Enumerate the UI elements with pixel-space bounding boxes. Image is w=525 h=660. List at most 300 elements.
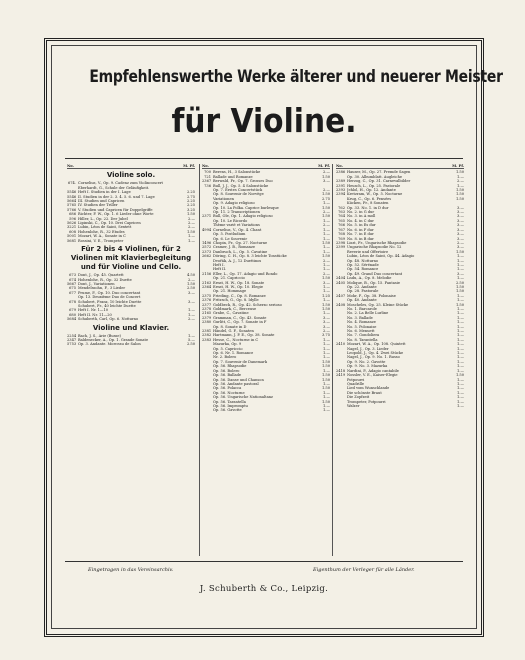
entry-title: Cornelius, V., Op. 4. Chant [213, 227, 262, 232]
entry-title: No. 1. Barcarole [347, 307, 377, 311]
catalog-entry [202, 408, 330, 412]
entry-price: 3.— [456, 227, 464, 232]
entry-price: 1.— [322, 227, 330, 232]
entry-title: Nagel, J., Op. 3. Lieder [347, 346, 389, 351]
entry-title: Bull, Ole, Op. 1. Adagio religioso [213, 214, 273, 219]
entry-title: Op. 56. Rhapsodie [213, 364, 247, 369]
entry-title: No. 6. Menuett [347, 329, 375, 334]
entry-title: Baldenecker, A., Op. 1. Grande Sonate [78, 337, 149, 342]
entry-price: 5.— [187, 337, 195, 342]
heading-line-2: für Violine. [171, 101, 357, 140]
entry-price: 3.— [322, 320, 330, 325]
entry-price: 1.50 [455, 289, 464, 294]
entry-price: 2.— [322, 188, 330, 193]
entry-title: Op. 52. Sérénade [347, 262, 379, 267]
section-list [67, 334, 195, 347]
entry-title: Hauser, M., Op. 27. Fremde Sagen [347, 170, 411, 175]
entry-price: 1.— [456, 390, 464, 395]
entry-price: 1.— [322, 355, 330, 360]
entry-price: 1.— [322, 351, 330, 356]
entry-price: 1.— [456, 267, 464, 272]
entry-title: Mozart, W. A., Sonate in C [78, 234, 126, 239]
entry-title: Op. 6. Nr. 1. Romance [213, 351, 254, 356]
entry-title: Die schönste Braut [347, 390, 382, 395]
entry-price: 3.— [456, 205, 464, 210]
entry-price: 1.— [322, 289, 330, 294]
entry-number: 2399 [336, 245, 346, 250]
entry-price: 3.— [187, 290, 195, 295]
entry-title: No. 8. Tarantella [347, 337, 378, 342]
entry-number: 608 [69, 229, 76, 234]
entry-price: 1.— [322, 395, 330, 400]
entry-price: 1.— [322, 346, 330, 351]
entry-title: Schubert, Fr., 40 leichte Duette [78, 303, 136, 308]
entry-number: 673 [69, 273, 76, 278]
entry-price: 2.25 [186, 199, 195, 204]
entry-number: 2404 [336, 276, 346, 281]
entry-price: 2.— [322, 271, 330, 276]
entry-number: 762 [338, 205, 345, 210]
entry-title: Op. 56. Andante pastoral [213, 381, 259, 386]
entry-price: 1.— [456, 258, 464, 263]
entry-title: No. 3. Ballade [347, 315, 373, 320]
ownership-note: Eigenthum der Verleger für alle Länder. [313, 567, 415, 573]
entry-number: 764 [338, 214, 345, 219]
entry-price: 1.50 [321, 307, 330, 311]
entry-price: 3.25 [186, 207, 195, 212]
entry-title: No. 8. in B dur [347, 236, 374, 241]
entry-title: Op. 54. Romance [347, 267, 379, 272]
entry-price: 1.50 [455, 188, 464, 193]
entry-price: 2.— [322, 329, 330, 334]
entry-title: Döring, C. H., Op. 8. 3 leichte Tonstücke [213, 254, 287, 259]
entry-price: 1.50 [455, 249, 464, 254]
entry-price: 1.50 [455, 192, 464, 197]
entry-title: Op. 33. No. 1. in D dur [347, 205, 389, 210]
entry-title: No. 4. in C dur [347, 218, 374, 223]
header-separator [65, 158, 463, 159]
entry-title: Nardini, P., Adagio cantabile [347, 368, 399, 373]
entry-price: 1.50 [321, 192, 330, 197]
entry-title: Op. 22. Andante [347, 284, 377, 289]
entry-price: 1.50 [321, 399, 330, 404]
entry-price: 3.— [456, 245, 464, 250]
entry-title: Goldbeck, R., Op. 42. Scherzo serioso [213, 302, 282, 307]
entry-price: 1.50 [321, 214, 330, 219]
entry-price: 1.— [187, 238, 195, 243]
entry-number: 677 [69, 290, 76, 295]
entry-number: 5681 [67, 238, 77, 243]
column-divider-2 [332, 164, 333, 556]
entry-title: Op. 9. No. 2. Gavotte [347, 359, 386, 364]
section-title-multi-violins: Für 2 bis 4 Violinen, für 2 Violinen mit Klavierbegleitung und für Violine und Cello. [70, 245, 192, 272]
entry-title: Op. 9. No. 3. Mazurka [347, 364, 388, 369]
entry-price: 1.— [456, 298, 464, 303]
entry-price: 1.— [322, 262, 330, 267]
catalog-entry [67, 317, 195, 321]
entry-number: 2376 [202, 298, 212, 303]
entry-title: Op. 56. Impromptu [213, 403, 248, 408]
entry-number: 2394 [336, 192, 346, 197]
entry-title: Goldmark, C., Berceuse [213, 307, 257, 311]
entry-price: 1.— [322, 249, 330, 254]
entry-price: 3.— [456, 218, 464, 223]
entry-price: 1.— [322, 245, 330, 250]
entry-title: Mohr, F., Op. 38. Polonaise [347, 293, 396, 298]
entry-title: Heft I. [213, 262, 225, 267]
entry-number: 2379 [202, 315, 212, 320]
entry-title: Bach, J. S., Arie (Busse) [78, 333, 121, 338]
entry-price: 2.— [322, 210, 330, 215]
entry-price: 1.— [322, 201, 330, 206]
entry-title: No. 4. Romanze [347, 320, 376, 325]
entry-price: 1.50 [321, 386, 330, 391]
entry-price: 1.50 [455, 373, 464, 378]
entry-title: Krug, C., Op. 6. Pensées [347, 196, 392, 201]
entry-price: 1.— [322, 381, 330, 386]
entry-number: 3221 [67, 225, 77, 230]
column-header [336, 164, 464, 169]
entry-title: Heft II. Nr. 11—20 [78, 312, 112, 317]
entry-title: Op. 56. Bolero [213, 368, 240, 373]
entry-price: 1.— [456, 293, 464, 298]
entry-number: 767 [338, 227, 345, 232]
entry-number: 686 [69, 212, 76, 217]
entry-title: Ungarische Rhapsodie No. 12 [347, 245, 402, 250]
entry-price: 1.— [322, 298, 330, 303]
entry-price: 2.75 [186, 194, 195, 199]
entry-price: 1.— [456, 342, 464, 347]
entry-title: Op. 56. Danse und Chanson [213, 377, 264, 382]
entry-title: Cramer, J. B., Romanze [213, 245, 256, 250]
entry-price: 1.— [322, 337, 330, 342]
entry-price: 1.— [322, 236, 330, 241]
entry-title: No. 7. in E dur [347, 232, 374, 237]
entry-price: 1.— [456, 333, 464, 338]
entry-price: 1.— [322, 232, 330, 237]
entry-title: Hiller, L., Op. 22. Der Jubel [78, 216, 128, 221]
entry-price: 1.— [187, 312, 195, 317]
entry-number: 5546 [67, 194, 77, 199]
entry-price: 2.— [322, 223, 330, 228]
entry-price: 2.25 [186, 203, 195, 208]
entry-title: Op. 56. Nocturne [213, 390, 245, 395]
entry-title: Heft I. Nr. 1—10 [78, 308, 109, 313]
entry-title: Op. 13. Deuxième Duo de Concert [78, 295, 141, 300]
entry-number: 2419 [336, 373, 346, 378]
entry-price: 2.— [187, 225, 195, 230]
entry-title: Jehlol, H., Op. 12. Andante [347, 188, 396, 193]
entry-number: 5001 [67, 234, 77, 239]
entry-price: 1.— [322, 408, 330, 413]
entry-price: 1.— [456, 311, 464, 316]
entry-title: Ballade und Romanze [213, 174, 253, 179]
entry-number: 765 [338, 218, 345, 223]
entry-number: 1496 [202, 240, 212, 245]
entry-price: 3.— [456, 232, 464, 237]
entry-price: 1.— [187, 234, 195, 239]
entry-number: 2398 [336, 240, 346, 245]
entry-title: Prume, F., Op. 10. Duo concertant [78, 290, 141, 295]
entry-title: Berwald, Fr., Op. 7. Grosses Duo [213, 179, 273, 184]
entry-number: 721 [204, 174, 211, 179]
entry-price: 1.— [456, 395, 464, 400]
entry-title: Op. 56. Polacca [213, 386, 242, 391]
entry-price: 1.50 [186, 281, 195, 286]
entry-number: 2381 [202, 329, 212, 334]
entry-number: 678 [69, 299, 76, 304]
entry-title: Heusch, L., Op. 25. Pastorale [347, 183, 401, 188]
entry-title: Lubin, Léon de Saint, Op. 44. Adagio [347, 254, 415, 259]
entry-number: 679 [69, 308, 76, 313]
entry-title: Berens, H., 3 Salonstücke [213, 170, 261, 175]
entry-number: 2367 [202, 179, 212, 184]
entry-title: Danbruch, L., Op. 5. Cavatine [213, 249, 268, 254]
entry-price: 1.50 [321, 276, 330, 281]
entry-price: 1.— [456, 381, 464, 386]
catalog-column-3 [336, 164, 464, 556]
section-list [336, 170, 464, 408]
entry-price: 1.50 [455, 196, 464, 201]
col-head-no: No. [336, 164, 343, 168]
entry-price: 1.— [456, 324, 464, 329]
entry-number: 2382 [202, 333, 212, 338]
heading-line-1: Empfehlenswerthe Werke älterer und neuerer Meister [89, 67, 503, 87]
entry-price: 1.— [187, 333, 195, 338]
entry-number: 2405 [336, 280, 346, 285]
entry-title: Ernst, H. W., Op. 10. Elegie [213, 284, 264, 289]
entry-price: 1.— [322, 284, 330, 289]
entry-price: 3.75 [321, 333, 330, 338]
entry-title: Lndu, A., Op. 8. Melodie [347, 276, 392, 281]
entry-title: Dont, J., Op. 45. Quartett [78, 273, 124, 278]
entry-title: Die Zopfzeit [347, 395, 370, 400]
entry-price: 1.— [456, 355, 464, 360]
entry-price: 1.50 [186, 212, 195, 217]
section-title-violin-piano: Violine und Klavier. [92, 323, 170, 332]
entry-title: Gurlitt, C., Op. 7. Sonate in F [213, 320, 267, 325]
entry-number: 2347 [67, 337, 77, 342]
entry-number: 675 [69, 286, 76, 291]
entry-title: Op. 7. Souvenir de Danemark [213, 359, 268, 364]
entry-price: 2.— [322, 170, 330, 175]
entry-title: Herzog, C., Op. 31. Carnevalbilder [347, 179, 411, 184]
catalog-entry [67, 239, 195, 243]
entry-price: 3.— [456, 210, 464, 215]
entry-title: IV. Studien der Triller [78, 203, 118, 208]
entry-price: 2.50 [455, 280, 464, 285]
entry-title: Heft I. Studien in der I. Lage [78, 190, 131, 195]
entry-title: Liszt, Fr., Ungarische Rhapsodie [347, 240, 407, 245]
entry-price: 1.— [322, 218, 330, 223]
entry-number: 5684 [67, 317, 77, 322]
entry-price: 3.— [456, 236, 464, 241]
entry-number: 5766 [67, 207, 77, 212]
entry-title: Eberhardt, G., Schule der Geläufigkeit. [78, 185, 150, 190]
entry-price: 1.50 [455, 284, 464, 289]
entry-number: 680 [69, 312, 76, 317]
col-head-price: M. Pf. [452, 164, 464, 168]
entry-title: Moscheles, Op. 25. Kleine Stücke [347, 302, 409, 307]
entry-price: 1.50 [321, 373, 330, 378]
catalog-column-1 [67, 164, 195, 556]
entry-title: Kücken, Fr., 8 Sonaten [347, 201, 389, 206]
entry-price: 1.50 [455, 302, 464, 307]
entry-title: No. 7. Gondoliera [347, 333, 380, 338]
registration-note: Eingetragen in das Vereinsarchiv. [88, 567, 174, 573]
entry-price: 2.25 [186, 190, 195, 195]
entry-number: 5765 [67, 203, 77, 208]
entry-title: Lubin, Léon de Saint, Sextett [78, 225, 132, 230]
entry-price: 1.— [456, 320, 464, 325]
entry-number: 2377 [202, 302, 212, 307]
entry-title: Op. 3. Andante. Morceau de Salon [78, 342, 141, 347]
entry-title: Ernst, H. W., Op. 18. Sonate [213, 280, 265, 285]
entry-price: 2.— [456, 240, 464, 245]
entry-number: 2364 [202, 284, 212, 289]
entry-number: 2393 [336, 188, 346, 193]
entry-title: Op. 5. Postludium [213, 232, 246, 237]
entry-title: No. 2. La Belle Lurline [347, 311, 389, 316]
entry-price: 1.— [456, 368, 464, 373]
entry-price: 1.— [456, 359, 464, 364]
entry-price: 1.— [456, 183, 464, 188]
entry-title: Trompeter, Potpourri [347, 399, 386, 404]
entry-title: Op. 40. Andante [347, 298, 377, 303]
entry-number: 2254 [67, 333, 77, 338]
entry-title: Frieding, C., Op. 8. Romanze [213, 293, 266, 298]
entry-price: 4.50 [186, 273, 195, 278]
entry-title: Walzer [347, 403, 360, 408]
entry-price: 2.50 [186, 286, 195, 291]
entry-number: 2165 [202, 311, 212, 316]
entry-title: Chopin, Fr., Op. 27. Nocturne [213, 240, 268, 245]
entry-number: 763 [338, 210, 345, 215]
entry-number: 5667 [67, 281, 77, 286]
entry-price: 1.— [456, 254, 464, 259]
entry-title: Op. 28. Pastorale [347, 289, 379, 294]
entry-title: Kretzram, W., Op. 5. Nocturne [347, 192, 403, 197]
entry-title: Op. 56. Gavotte [213, 408, 242, 413]
entry-title: Quadrille [347, 381, 364, 386]
entry-title: No. 2. in G dur [347, 210, 375, 215]
entry-price: 2.— [456, 179, 464, 184]
entry-price: 1.— [322, 342, 330, 347]
entry-title: Hohenlohe, R., Op. 32 Duette [78, 277, 132, 282]
entry-title: Op. 8. Souvenir de Norvège [213, 192, 264, 197]
entry-price: 1.— [322, 403, 330, 408]
entry-title: Op. 56. Ballade [213, 373, 242, 378]
entry-price: 1.— [456, 315, 464, 320]
entry-title: Lied vom Wunschlande [347, 386, 390, 391]
entry-number: 2407 [336, 293, 346, 298]
entry-title: Nagel, J., Op. 9. No. 1. Russo [347, 355, 400, 360]
entry-price: 2.— [187, 216, 195, 221]
section-list [202, 170, 330, 412]
entry-title: Op. 8. Sonate in D [213, 324, 247, 329]
entry-price: 1.50 [321, 364, 330, 369]
entry-price: 2.— [187, 277, 195, 282]
entry-title: Schubert, Franz, 10 leichte Duette [78, 299, 142, 304]
section-list [67, 181, 195, 243]
catalog-entry [67, 342, 195, 346]
entry-number: 768 [338, 232, 345, 237]
entry-title: Nr. 2. Bolero [213, 355, 237, 360]
entry-price: 1.— [322, 267, 330, 272]
entry-number [336, 404, 345, 408]
publisher-line: J. Schuberth & Co., Leipzig. [199, 584, 329, 594]
entry-title: Op. 5. Capriccio [213, 346, 243, 351]
entry-price: 3.— [456, 271, 464, 276]
entry-price: 1.50 [321, 205, 330, 210]
entry-title: Op. 48. Notturno [347, 258, 379, 263]
entry-number: 2375 [202, 293, 212, 298]
entry-title: Op. 6. Le Souvenir [213, 236, 248, 241]
entry-title: Richter, F. W., Op. 1. 6 Lieder ohne Worte [78, 212, 154, 217]
entry-price: 1.— [322, 368, 330, 373]
entry-price: 1.50 [321, 174, 330, 179]
col-head-price: M. Pf. [183, 164, 195, 168]
entry-title: Nossler, V. E., Kaiser-Elegie [347, 373, 398, 378]
entry-number: 674 [69, 277, 76, 282]
entry-title: Händel, G. F., Sonaten [213, 329, 254, 334]
catalog-column-2 [202, 164, 330, 556]
entry-number: 5546 [67, 190, 77, 195]
entry-title: Op. 30. Albumblatt. Augleiche [347, 174, 403, 179]
entry-price: 1.50 [321, 302, 330, 307]
entry-title: II. Studien in der 2. 3. 4. 5. 6. und 7. Lage [78, 194, 155, 199]
entry-price: 1.50 [321, 240, 330, 245]
entry-number: 2386 [336, 170, 346, 175]
entry-title: No. 6. in F dur [347, 227, 374, 232]
col-head-price: M. Pf. [318, 164, 330, 168]
entry-price: 1.— [322, 311, 330, 316]
entry-title: Hartmann, J. P. E., Op. 38. Sonate [213, 333, 275, 338]
entry-title: Op. 9. Adagio religioso [213, 201, 255, 206]
entry-number: 736 [204, 183, 211, 188]
entry-title: Op. 56. Ungarische Nationaltanz [213, 395, 273, 400]
entry-title: Hohenlohe, R., 32 Etudes [78, 229, 125, 234]
entry-price: 1.— [456, 377, 464, 382]
entry-price: 1.— [322, 390, 330, 395]
col-head-no: No. [67, 164, 74, 168]
section-list [67, 273, 195, 321]
entry-number: 5664 [67, 199, 77, 204]
entry-price: 3.— [322, 315, 330, 320]
entry-title: Rossini, V. E., Trompeter [78, 238, 124, 243]
section-title-violin-solo: Violine solo. [106, 171, 156, 180]
entry-price: 3.— [322, 179, 330, 184]
entry-title: Op. 11. 2 Transcriptionen [213, 210, 260, 215]
entry-price: 3.— [456, 223, 464, 228]
entry-number: 2383 [202, 337, 212, 342]
entry-price: 1.— [456, 262, 464, 267]
entry-price: 1.— [456, 174, 464, 179]
entry-price: 1.— [456, 351, 464, 356]
entry-title: Leopold, J., Op. 4. Zwei Stücke [347, 351, 404, 356]
entry-title: Mazurka, Op. 9 [213, 342, 242, 347]
entry-number: 2156 [202, 271, 212, 276]
entry-price: 1.50 [321, 377, 330, 382]
entry-title: Op. 7. Erstes Concertstück [213, 188, 263, 193]
entry-price: 1.— [456, 276, 464, 281]
entry-title: Op. 49. Grand Duo concertant [347, 271, 403, 276]
entry-title: Gramman, C., Op. 43. Sonate [213, 315, 267, 320]
entry-price: 1.— [187, 308, 195, 313]
entry-price: 3.— [187, 299, 195, 304]
entry-title: V. Studien und Capricen für Doppelgriffe [78, 207, 153, 212]
entry-title: Schuberth, Carl, Op. 6. Notturno [78, 317, 139, 322]
